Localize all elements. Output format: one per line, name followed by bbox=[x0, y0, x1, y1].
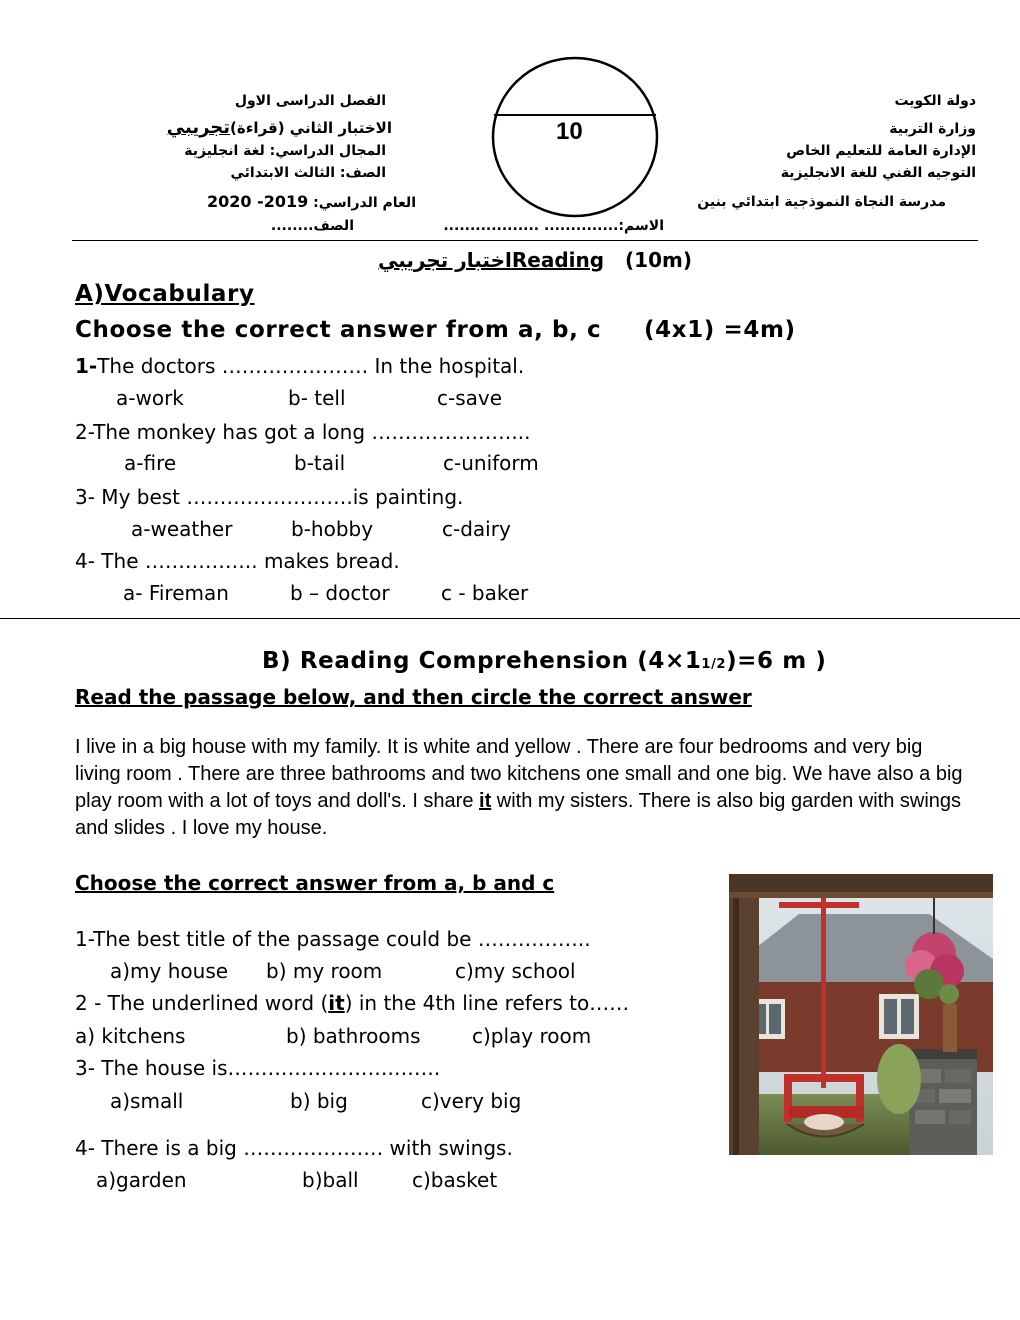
vocab-question-3-number: 3- bbox=[75, 485, 95, 509]
header-exam bbox=[166, 117, 392, 138]
reading-title bbox=[378, 248, 692, 272]
rc-q1-option-c[interactable]: c)my school bbox=[455, 959, 576, 983]
reading-passage bbox=[75, 734, 965, 842]
header-school: مدرسة النجاة النموذجية ابتدائي بنين bbox=[697, 194, 946, 210]
vocab-q4-option-c[interactable]: c - baker bbox=[441, 581, 529, 605]
rc-question-4: 4- There is a big ………………… with swings. bbox=[75, 1136, 513, 1160]
header-class bbox=[271, 218, 354, 234]
passage-underlined-word: it bbox=[479, 790, 492, 812]
vocab-question-2 bbox=[75, 420, 530, 444]
rc-q4-option-c[interactable]: c)basket bbox=[412, 1168, 498, 1192]
porch-swing-photo bbox=[729, 874, 993, 1155]
vocab-q4-option-b[interactable]: b – doctor bbox=[290, 581, 390, 605]
vocab-question-3-text: My best …………………….is painting. bbox=[94, 485, 464, 509]
header-ministry: وزارة التربية bbox=[889, 121, 976, 137]
rc-question-2-word: it bbox=[328, 991, 345, 1015]
vocab-question-2-text: The monkey has got a long …………………... bbox=[93, 420, 531, 444]
header-name-dots: .............. .................. bbox=[443, 218, 619, 234]
header-grade: الصف: الثالث الابتدائي bbox=[230, 165, 386, 181]
rc-question-2-prefix: 2 - The underlined word ( bbox=[75, 991, 329, 1015]
section-divider bbox=[0, 618, 1020, 619]
vocab-q1-option-b[interactable]: b- tell bbox=[288, 386, 346, 410]
rc-q3-option-a[interactable]: a)small bbox=[110, 1089, 184, 1113]
rc-q3-option-c[interactable]: c)very big bbox=[421, 1089, 522, 1113]
reading-title-marks: (10m) bbox=[625, 248, 692, 272]
header-name-field[interactable] bbox=[443, 218, 664, 234]
rc-q1-option-b[interactable]: b) my room bbox=[266, 959, 383, 983]
vocab-q3-option-c[interactable]: c-dairy bbox=[442, 517, 511, 541]
vocab-q3-option-b[interactable]: b-hobby bbox=[291, 517, 374, 541]
vocab-question-2-number: 2- bbox=[75, 420, 94, 444]
reading-title-arabic: اختبار تجريبي bbox=[378, 248, 512, 272]
vocab-question-1-number: 1- bbox=[75, 354, 98, 378]
rc-q1-option-a[interactable]: a)my house bbox=[110, 959, 229, 983]
comprehension-heading-end: )=6 m ) bbox=[726, 648, 827, 674]
rc-question-2 bbox=[75, 991, 629, 1015]
vocab-question-1-text: The doctors …………………. In the hospital. bbox=[97, 354, 525, 378]
vocab-q1-option-c[interactable]: c-save bbox=[437, 386, 503, 410]
header-term: الفصل الدراسى الاول bbox=[234, 93, 386, 109]
rc-question-1: 1-The best title of the passage could be …………….. bbox=[75, 927, 591, 951]
header-class-dots: ........ bbox=[270, 218, 314, 234]
rc-q4-option-b[interactable]: b)ball bbox=[302, 1168, 359, 1192]
passage-text-end: with my sisters. There is also big garden with swings and slides . I love my house. bbox=[75, 790, 962, 839]
vocab-q2-option-a[interactable]: a-fire bbox=[124, 451, 177, 475]
comprehension-heading-fraction: 1/2 bbox=[701, 657, 727, 672]
header-exam-prefix: الاختبار الثاني (قراءة) bbox=[230, 119, 392, 137]
score-total: 10 bbox=[556, 118, 583, 145]
vocab-q4-option-a[interactable]: a- Fireman bbox=[123, 581, 229, 605]
rc-q4-option-a[interactable]: a)garden bbox=[96, 1168, 187, 1192]
comprehension-instruction: Read the passage below, and then circle the correct answer bbox=[75, 685, 752, 709]
rc-q2-option-a[interactable]: a) kitchens bbox=[75, 1024, 186, 1048]
header-country: دولة الكويت bbox=[894, 93, 976, 109]
header-subject: المجال الدراسي: لغة انجليزية bbox=[184, 143, 386, 159]
vocab-q3-option-a[interactable]: a-weather bbox=[131, 517, 233, 541]
rc-q3-option-b[interactable]: b) big bbox=[290, 1089, 348, 1113]
vocabulary-marks: (4x1) =4m) bbox=[644, 317, 796, 343]
header-divider bbox=[72, 240, 978, 241]
header-year bbox=[207, 194, 416, 211]
vocab-question-4-text: The …………….. makes bread. bbox=[94, 549, 400, 573]
choose-heading: Choose the correct answer from a, b and c bbox=[75, 871, 555, 895]
rc-question-2-suffix: ) in the 4th line refers to…… bbox=[344, 991, 630, 1015]
header-department: الإدارة العامة للتعليم الخاص bbox=[786, 143, 976, 159]
vocab-question-4-number: 4- bbox=[75, 549, 95, 573]
vocab-q2-option-c[interactable]: c-uniform bbox=[443, 451, 539, 475]
header-year-value: 2020 -2019 bbox=[206, 192, 309, 211]
reading-title-english: Reading bbox=[511, 248, 605, 272]
rc-q2-option-c[interactable]: c)play room bbox=[472, 1024, 592, 1048]
comprehension-heading-main: B) Reading Comprehension (4×1 bbox=[262, 648, 702, 674]
vocab-q2-option-b[interactable]: b-tail bbox=[294, 451, 346, 475]
reading-title-label bbox=[378, 248, 604, 272]
rc-q2-option-b[interactable]: b) bathrooms bbox=[286, 1024, 421, 1048]
vocab-question-4 bbox=[75, 549, 400, 573]
passage-text-start: I live in a big house with my family. It is white and yellow . There are four bedrooms and very big living room . There are three bathrooms and two kitchens one small and one big. We have also a big play room with a lot of toys and doll's. I share bbox=[75, 736, 963, 812]
vocabulary-heading: A)Vocabulary bbox=[75, 281, 255, 307]
vocab-question-1 bbox=[75, 354, 524, 378]
header-year-label: العام الدراسي: bbox=[313, 195, 416, 211]
header-supervision: التوجيه الفني للغة الانجليزية bbox=[780, 165, 976, 181]
header-name-label: الاسم: bbox=[618, 218, 664, 234]
vocab-question-3 bbox=[75, 485, 463, 509]
vocabulary-instruction: Choose the correct answer from a, b, c bbox=[75, 317, 602, 343]
header-class-label: الصف bbox=[313, 218, 354, 234]
rc-question-3: 3- The house is…………………….……. bbox=[75, 1056, 441, 1080]
header-exam-type: تجريبي bbox=[166, 117, 231, 138]
comprehension-heading bbox=[262, 648, 827, 674]
vocab-q1-option-a[interactable]: a-work bbox=[116, 386, 184, 410]
